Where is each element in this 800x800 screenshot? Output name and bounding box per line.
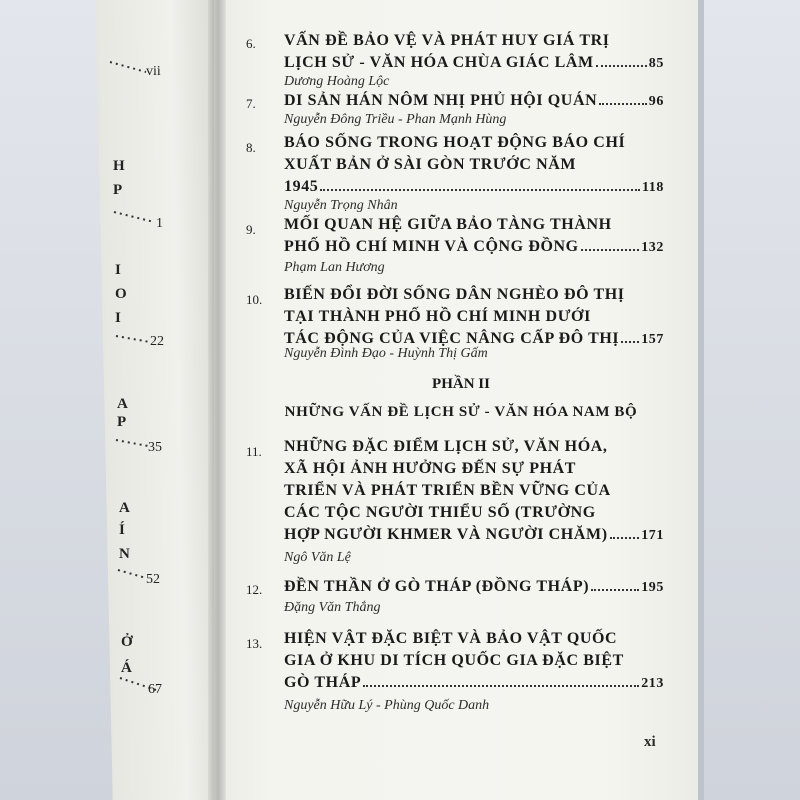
left-fragment: O	[115, 286, 127, 302]
entry-number: 11.	[246, 444, 262, 459]
part-label: PHẦN II	[432, 376, 490, 392]
title-line: PHỐ HỒ CHÍ MINH VÀ CỘNG ĐỒNG	[284, 238, 579, 255]
left-fragment: Í	[119, 522, 125, 538]
dot-leader	[320, 189, 640, 191]
title-line: 1945	[284, 178, 319, 195]
entry-number: 8.	[246, 140, 256, 155]
title-line: HỢP NGƯỜI KHMER VÀ NGƯỜI CHĂM)	[284, 526, 608, 543]
title-last-line	[284, 672, 664, 695]
left-fragment: Ở	[121, 634, 133, 650]
title-line: TẠI THÀNH PHỐ HỒ CHÍ MINH DƯỚI	[284, 308, 591, 325]
title-line: BIẾN ĐỔI ĐỜI SỐNG DÂN NGHÈO ĐÔ THỊ	[284, 286, 625, 303]
entry-author: Đặng Văn Thắng	[284, 600, 381, 615]
left-fragment: Á	[121, 660, 132, 676]
entry-author: Phạm Lan Hương	[284, 260, 385, 275]
entry-title	[284, 436, 664, 547]
left-fragment: H	[113, 158, 125, 174]
entry-author: Dương Hoàng Lộc	[284, 74, 390, 89]
page-number: 85	[648, 56, 664, 71]
left-fragment: A	[119, 500, 130, 516]
entry-author: Nguyễn Trọng Nhân	[284, 198, 398, 213]
title-line: NHỮNG ĐẶC ĐIỂM LỊCH SỬ, VĂN HÓA,	[284, 438, 608, 455]
entry-author: Nguyễn Đình Đạo - Huỳnh Thị Gấm	[284, 346, 488, 361]
dot-leader	[599, 103, 647, 105]
title-line: GIA Ở KHU DI TÍCH QUỐC GIA ĐẶC BIỆT	[284, 652, 624, 669]
entry-number: 7.	[246, 96, 256, 111]
left-fragment: P	[117, 414, 127, 430]
left-page-number: 22	[150, 334, 164, 349]
title-last-line	[284, 576, 664, 599]
dot-leader	[621, 341, 639, 343]
dot-leader	[610, 537, 640, 539]
page-number: 195	[641, 580, 664, 595]
page-number: 213	[641, 676, 664, 691]
page-number: 96	[648, 94, 664, 109]
title-last-line	[284, 90, 664, 113]
book-spine	[208, 0, 226, 800]
title-line: DI SẢN HÁN NÔM NHỊ PHỦ HỘI QUÁN	[284, 92, 598, 109]
entry-number: 9.	[246, 222, 256, 237]
left-page-leaders	[96, 0, 216, 800]
title-last-line	[284, 524, 664, 547]
title-line: CÁC TỘC NGƯỜI THIỂU SỐ (TRƯỜNG	[284, 504, 596, 521]
left-fragment: I	[115, 310, 121, 326]
part-title: NHỮNG VẤN ĐỀ LỊCH SỬ - VĂN HÓA NAM BỘ	[284, 404, 638, 420]
entry-number: 13.	[246, 636, 263, 651]
page-number: 171	[641, 528, 664, 543]
page-number: 132	[641, 240, 664, 255]
title-line: XÃ HỘI ẢNH HƯỞNG ĐẾN SỰ PHÁT	[284, 460, 577, 477]
left-fragment: I	[115, 262, 121, 278]
entry-title	[284, 214, 664, 259]
dot-leader	[591, 589, 639, 591]
entry-title	[284, 132, 664, 199]
entry-title	[284, 284, 664, 351]
entry-author: Nguyễn Hữu Lý - Phùng Quốc Danh	[284, 698, 490, 713]
title-line: GÒ THÁP	[284, 674, 362, 691]
left-fragment: P	[113, 182, 123, 198]
entry-title	[284, 576, 664, 599]
title-line: MỐI QUAN HỆ GIỮA BẢO TÀNG THÀNH	[284, 216, 612, 233]
folio-page-number: xi	[644, 734, 656, 750]
title-line: HIỆN VẬT ĐẶC BIỆT VÀ BẢO VẬT QUỐC	[284, 630, 618, 647]
title-line: VẤN ĐỀ BẢO VỆ VÀ PHÁT HUY GIÁ TRỊ	[284, 32, 610, 49]
title-last-line	[284, 52, 664, 75]
left-fragment: A	[117, 396, 128, 412]
entry-title	[284, 90, 664, 113]
title-line: TÁC ĐỘNG CỦA VIỆC NÂNG CẤP ĐÔ THỊ	[284, 330, 620, 347]
entry-author: Nguyễn Đông Triều - Phan Mạnh Hùng	[284, 112, 507, 127]
left-page-number: 35	[148, 440, 162, 455]
dot-leader	[363, 685, 639, 687]
left-page-number: vii	[146, 64, 161, 79]
title-last-line	[284, 236, 664, 259]
title-line: TRIỂN VÀ PHÁT TRIỂN BỀN VỮNG CỦA	[284, 482, 611, 499]
title-last-line	[284, 176, 664, 199]
title-line: XUẤT BẢN Ở SÀI GÒN TRƯỚC NĂM	[284, 156, 577, 173]
dot-leader	[596, 65, 647, 67]
entry-title	[284, 628, 664, 695]
entry-number: 6.	[246, 36, 256, 51]
page-number: 118	[641, 180, 664, 195]
entry-number: 10.	[246, 292, 263, 307]
left-page-number: 67	[148, 682, 162, 697]
title-line: ĐỀN THẦN Ở GÒ THÁP (ĐỒNG THÁP)	[284, 578, 590, 595]
entry-number: 12.	[246, 582, 263, 597]
page-number: 157	[641, 332, 664, 347]
entry-author: Ngô Văn Lệ	[284, 550, 351, 565]
page-edge	[698, 0, 704, 800]
title-line: LỊCH SỬ - VĂN HÓA CHÙA GIÁC LÂM	[284, 54, 594, 71]
dot-leader	[581, 249, 639, 251]
title-line: BÁO SỐNG TRONG HOẠT ĐỘNG BÁO CHÍ	[284, 134, 626, 151]
left-page-number: 1	[156, 216, 163, 231]
left-page-number: 52	[146, 572, 160, 587]
left-fragment: N	[119, 546, 130, 562]
entry-title	[284, 30, 664, 75]
